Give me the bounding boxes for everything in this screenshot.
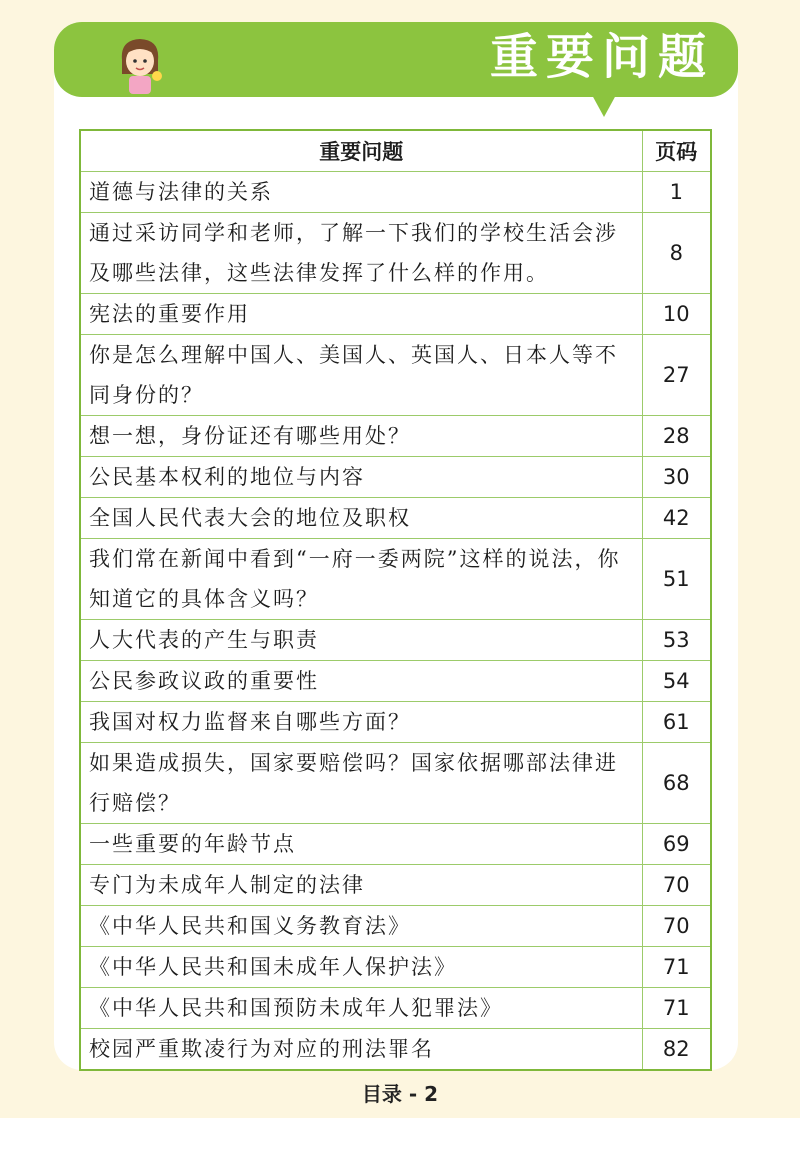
question-cell: 《中华人民共和国未成年人保护法》: [80, 947, 642, 988]
page-cell: 30: [642, 457, 711, 498]
question-cell: 全国人民代表大会的地位及职权: [80, 498, 642, 539]
question-cell: 我国对权力监督来自哪些方面？: [80, 702, 642, 743]
question-cell: 人大代表的产生与职责: [80, 620, 642, 661]
girl-mascot-icon: [110, 34, 170, 96]
page-cell: 53: [642, 620, 711, 661]
page-cell: 71: [642, 988, 711, 1029]
question-cell: 公民基本权利的地位与内容: [80, 457, 642, 498]
page-cell: 70: [642, 906, 711, 947]
page-title: 重要问题: [489, 29, 714, 85]
table-row: [80, 294, 711, 335]
page-cell: 42: [642, 498, 711, 539]
questions-table: [79, 129, 712, 1071]
question-cell: 想一想，身份证还有哪些用处？: [80, 416, 642, 457]
table-row: [80, 213, 711, 294]
page-cell: 70: [642, 865, 711, 906]
table-row: [80, 865, 711, 906]
table-row: [80, 416, 711, 457]
page-cell: 68: [642, 743, 711, 824]
page-cell: 28: [642, 416, 711, 457]
page-bottom-strip: [0, 1118, 800, 1152]
question-cell: 我们常在新闻中看到“一府一委两院”这样的说法，你知道它的具体含义吗？: [80, 539, 642, 620]
table-row: [80, 335, 711, 416]
table-row: [80, 702, 711, 743]
question-cell: 《中华人民共和国预防未成年人犯罪法》: [80, 988, 642, 1029]
table-row: [80, 620, 711, 661]
table-row: [80, 743, 711, 824]
question-cell: 你是怎么理解中国人、美国人、英国人、日本人等不同身份的？: [80, 335, 642, 416]
table-row: [80, 539, 711, 620]
page-cell: 82: [642, 1029, 711, 1071]
page-cell: 10: [642, 294, 711, 335]
question-cell: 《中华人民共和国义务教育法》: [80, 906, 642, 947]
table-row: [80, 457, 711, 498]
table-row: [80, 498, 711, 539]
header-question: 重要问题: [80, 130, 642, 172]
question-cell: 公民参政议政的重要性: [80, 661, 642, 702]
page-cell: 61: [642, 702, 711, 743]
page-number: 目录 - 2: [361, 1082, 439, 1106]
page-cell: 8: [642, 213, 711, 294]
table-row: [80, 824, 711, 865]
header-page: 页码: [642, 130, 711, 172]
question-cell: 宪法的重要作用: [80, 294, 642, 335]
question-cell: 一些重要的年龄节点: [80, 824, 642, 865]
table-row: [80, 947, 711, 988]
table-row: [80, 172, 711, 213]
question-cell: 校园严重欺凌行为对应的刑法罪名: [80, 1029, 642, 1071]
question-cell: 如果造成损失，国家要赔偿吗？国家依据哪部法律进行赔偿？: [80, 743, 642, 824]
page-cell: 54: [642, 661, 711, 702]
page-cell: 27: [642, 335, 711, 416]
page-cell: 51: [642, 539, 711, 620]
table-row: [80, 988, 711, 1029]
page-cell: 71: [642, 947, 711, 988]
question-cell: 道德与法律的关系: [80, 172, 642, 213]
question-cell: 专门为未成年人制定的法律: [80, 865, 642, 906]
table-row: [80, 906, 711, 947]
page-cell: 69: [642, 824, 711, 865]
table-row: [80, 1029, 711, 1071]
page-cell: 1: [642, 172, 711, 213]
table-row: [80, 661, 711, 702]
table-header-row: [80, 130, 711, 172]
banner-tail: [592, 95, 616, 117]
question-cell: 通过采访同学和老师，了解一下我们的学校生活会涉及哪些法律，这些法律发挥了什么样的作用。: [80, 213, 642, 294]
